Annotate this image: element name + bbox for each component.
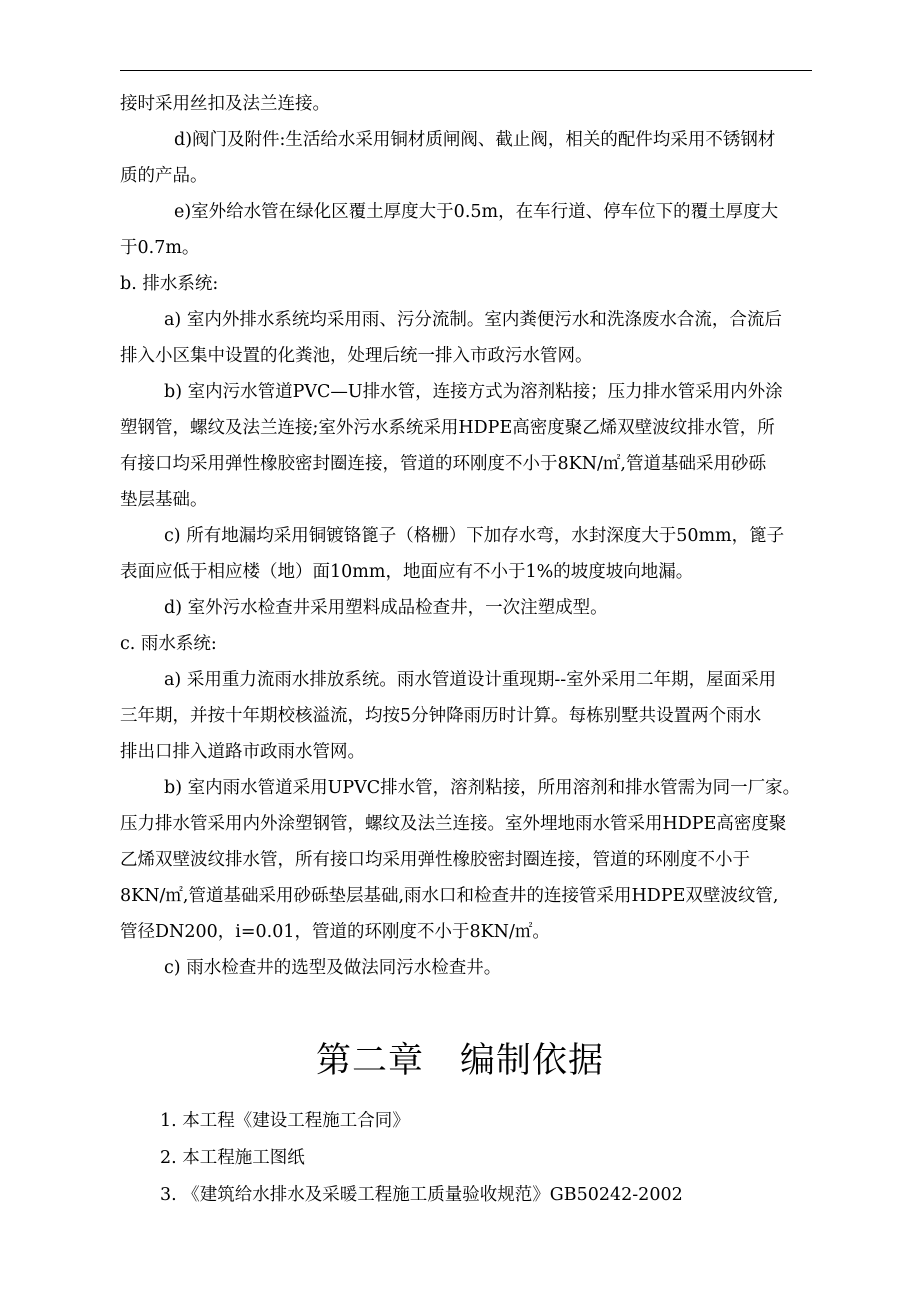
list-item: 1. 本工程《建设工程施工合同》 [160, 1111, 410, 1131]
section-heading: b. 排水系统: [120, 274, 219, 294]
text-line: 乙烯双壁波纹排水管，所有接口均采用弹性橡胶密封圈连接，管道的环刚度不小于 [120, 850, 750, 870]
text-line: a) 采用重力流雨水排放系统。雨水管道设计重现期--室外采用二年期，屋面采用 [164, 670, 777, 690]
text-line: a) 室内外排水系统均采用雨、污分流制。室内粪便污水和洗涤废水合流，合流后 [164, 310, 782, 330]
text-line: 质的产品。 [120, 166, 208, 186]
text-line: 管径DN200，i=0.01，管道的环刚度不小于8KN/㎡。 [120, 922, 550, 942]
text-line: 压力排水管采用内外涂塑钢管，螺纹及法兰连接。室外埋地雨水管采用HDPE高密度聚 [120, 814, 787, 834]
text-line: b) 室内污水管道PVC—U排水管，连接方式为溶剂粘接；压力排水管采用内外涂 [164, 382, 783, 402]
text-line: 表面应低于相应楼（地）面10mm，地面应有不小于1%的坡度坡向地漏。 [120, 562, 694, 582]
text-line: 垫层基础。 [120, 490, 208, 510]
section-heading: c. 雨水系统: [120, 634, 217, 654]
text-line: c) 所有地漏均采用铜镀铬篦子（格栅）下加存水弯，水封深度大于50mm，篦子 [164, 526, 785, 546]
basis-list [160, 1103, 820, 1214]
text-line: 三年期，并按十年期校核溢流，均按5分钟降雨历时计算。每栋别墅共设置两个雨水 [120, 706, 762, 726]
list-item: 2. 本工程施工图纸 [160, 1148, 305, 1168]
text-line: 接时采用丝扣及法兰连接。 [120, 94, 330, 114]
text-line: d) 室外污水检查井采用塑料成品检查井，一次注塑成型。 [164, 598, 608, 618]
text-line: e)室外给水管在绿化区覆土厚度大于0.5m，在车行道、停车位下的覆土厚度大 [174, 202, 779, 222]
document-body [120, 86, 815, 986]
list-item: 3. 《建筑给水排水及采暖工程施工质量验收规范》GB50242-2002 [160, 1185, 683, 1205]
text-line: b) 室内雨水管道采用UPVC排水管，溶剂粘接，所用溶剂和排水管需为同一厂家。 [164, 778, 801, 798]
text-line: 排入小区集中设置的化粪池，处理后统一排入市政污水管网。 [120, 346, 593, 366]
text-line: 有接口均采用弹性橡胶密封圈连接，管道的环刚度不小于8KN/㎡,管道基础采用砂砾 [120, 454, 766, 474]
text-line: 塑钢管，螺纹及法兰连接;室外污水系统采用HDPE高密度聚乙烯双壁波纹排水管，所 [120, 418, 775, 438]
chapter-name: 编制依据 [460, 1041, 605, 1081]
chapter-title [0, 1036, 920, 1086]
header-rule [120, 70, 812, 71]
chapter-number: 第二章 [315, 1041, 424, 1081]
text-line: c) 雨水检查井的选型及做法同污水检查井。 [164, 958, 502, 978]
text-line: 排出口排入道路市政雨水管网。 [120, 742, 365, 762]
text-line: d)阀门及附件:生活给水采用铜材质闸阀、截止阀，相关的配件均采用不锈钢材 [174, 130, 776, 150]
text-line: 于0.7m。 [120, 238, 200, 258]
text-line: 8KN/㎡,管道基础采用砂砾垫层基础,雨水口和检查井的连接管采用HDPE双壁波纹管, [120, 886, 779, 906]
